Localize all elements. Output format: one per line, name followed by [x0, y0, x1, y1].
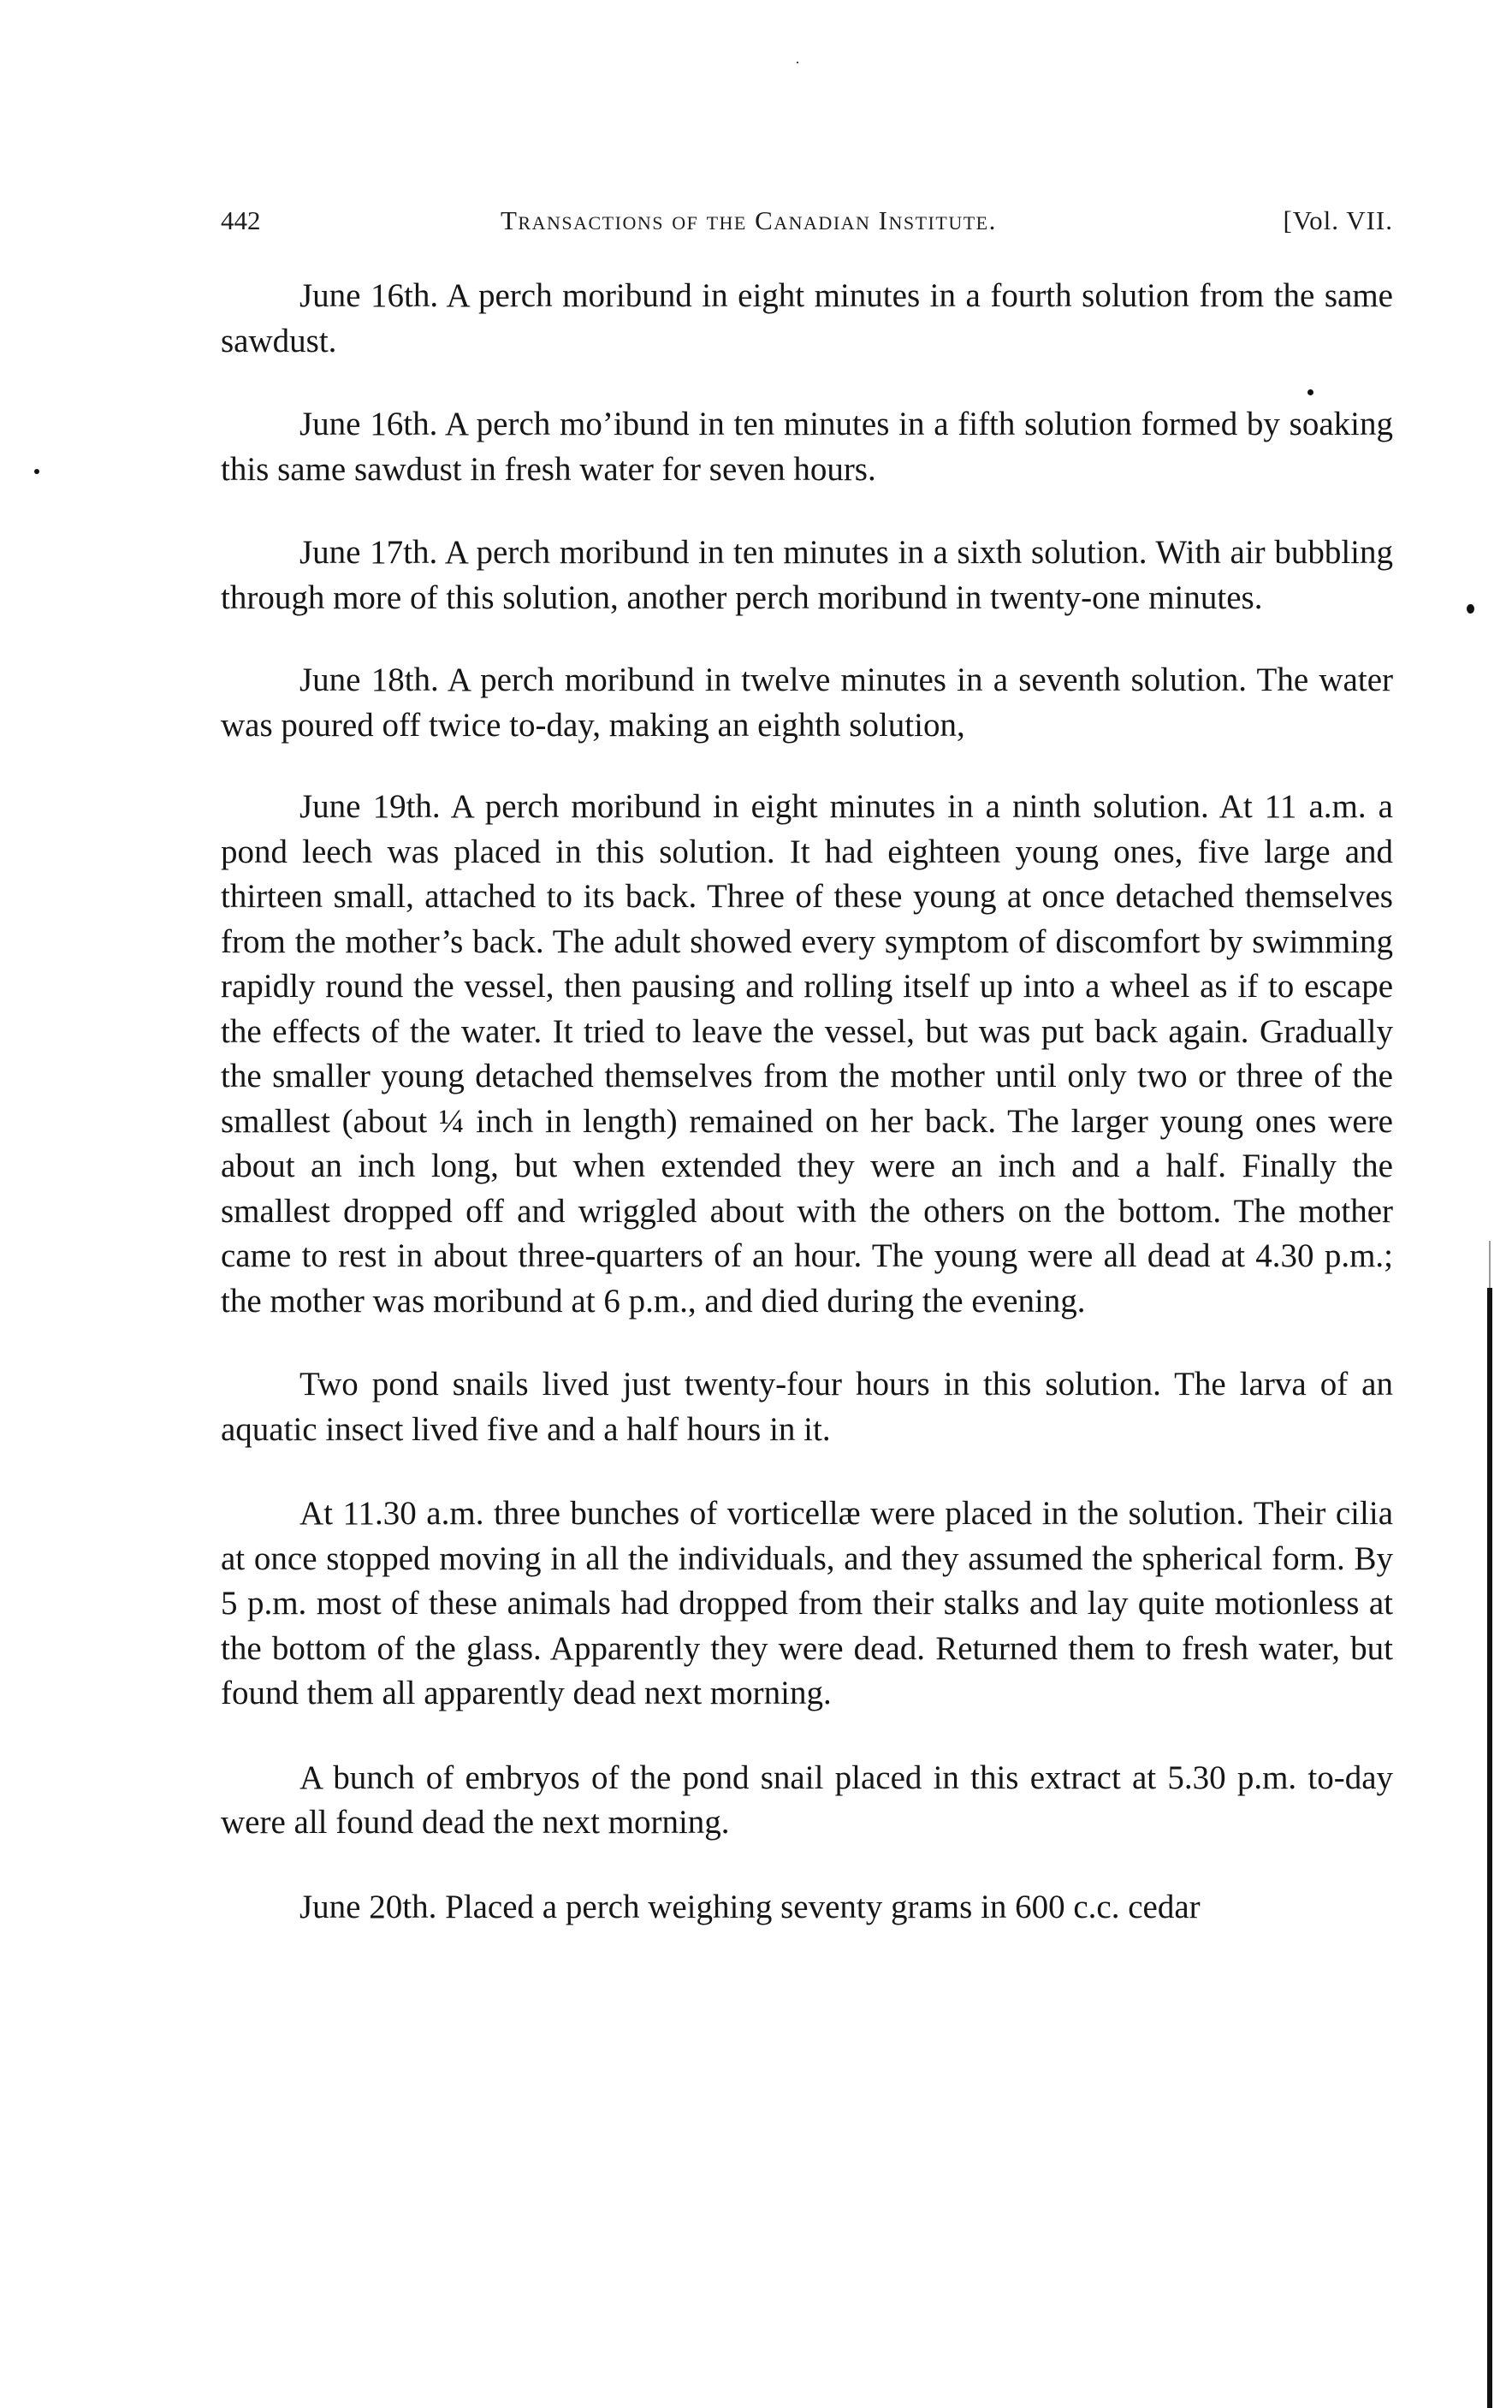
scan-speck — [34, 469, 39, 474]
journal-title: Transactions of the Canadian Institute. — [501, 205, 997, 235]
paragraph-june-18: June 18th. A perch moribund in twelve minutes in a seventh solution. The water was poured off twice to-day, making an eighth solution, — [221, 661, 1393, 744]
paragraph-vorticellae: At 11.30 a.m. three bunches of vorticellæ were placed in the solution. Their cilia at once stopped moving in all the individuals, and they assumed the spherical form. By 5 p.m. most of these animals had dropped from their stalks and lay quite motionless at the bottom of the glass. Apparently they were dead. Returned them to fresh water, but found them all apparently dead next morning. — [221, 1495, 1393, 1711]
volume-label: [Vol. VII. — [1283, 205, 1393, 235]
body-text — [221, 257, 1393, 1930]
paragraph-june-16-fourth-solution: June 16th. A perch moribund in eight minutes in a fourth solution from the same sawdust. — [221, 277, 1393, 359]
scan-speck — [1467, 604, 1474, 614]
paragraph-june-20: June 20th. Placed a perch weighing seventy grams in 600 c.c. cedar — [299, 1888, 1201, 1925]
running-head — [221, 202, 1393, 240]
paragraph-june-16-fifth-solution: June 16th. A perch mo’ibund in ten minutes in a fifth solution formed by soaking this same sawdust in fresh water for seven hours. — [221, 406, 1393, 488]
paragraph-snail-embryos: A bunch of embryos of the pond snail placed in this extract at 5.30 p.m. to-day were all found dead the next morning. — [221, 1759, 1393, 1841]
paragraph-pond-snails: Two pond snails lived just twenty-four hours in this solution. The larva of an aquatic insect lived five and a half hours in it. — [221, 1366, 1393, 1448]
scan-edge-line — [1487, 1288, 1492, 2408]
paragraph-june-17: June 17th. A perch moribund in ten minutes in a sixth solution. With air bubbling through more of this solution, another perch moribund in twenty-one minutes. — [221, 534, 1393, 616]
paragraph-june-19-leech: June 19th. A perch moribund in eight minutes in a ninth solution. At 11 a.m. a pond leech was placed in this solution. It had eighteen young ones, five large and thirteen small, attached to its back. Three of these young at once detached themselves from the mother’s back. The adult showed every symptom of discomfort by swimming rapidly round the vessel, then pausing and rolling itself up into a wheel as if to escape the effects of the water. It tried to leave the vessel, but was put back again. Gradually the smaller young detached themselves from the mother until only two or three of the smallest (about ¼ inch in length) remained on her back. The larger young ones were about an inch long, but when extended they were an inch and a half. Finally the smallest dropped off and wriggled about with the others on the bottom. The mother came to rest in about three-quarters of an hour. The young were all dead at 4.30 p.m.; the mother was moribund at 6 p.m., and died during the evening. — [221, 788, 1393, 1320]
scan-edge-shadow — [1489, 1241, 1491, 1288]
scan-speck — [1307, 389, 1313, 395]
page-number: 442 — [221, 205, 261, 235]
scan-speck — [797, 62, 798, 63]
